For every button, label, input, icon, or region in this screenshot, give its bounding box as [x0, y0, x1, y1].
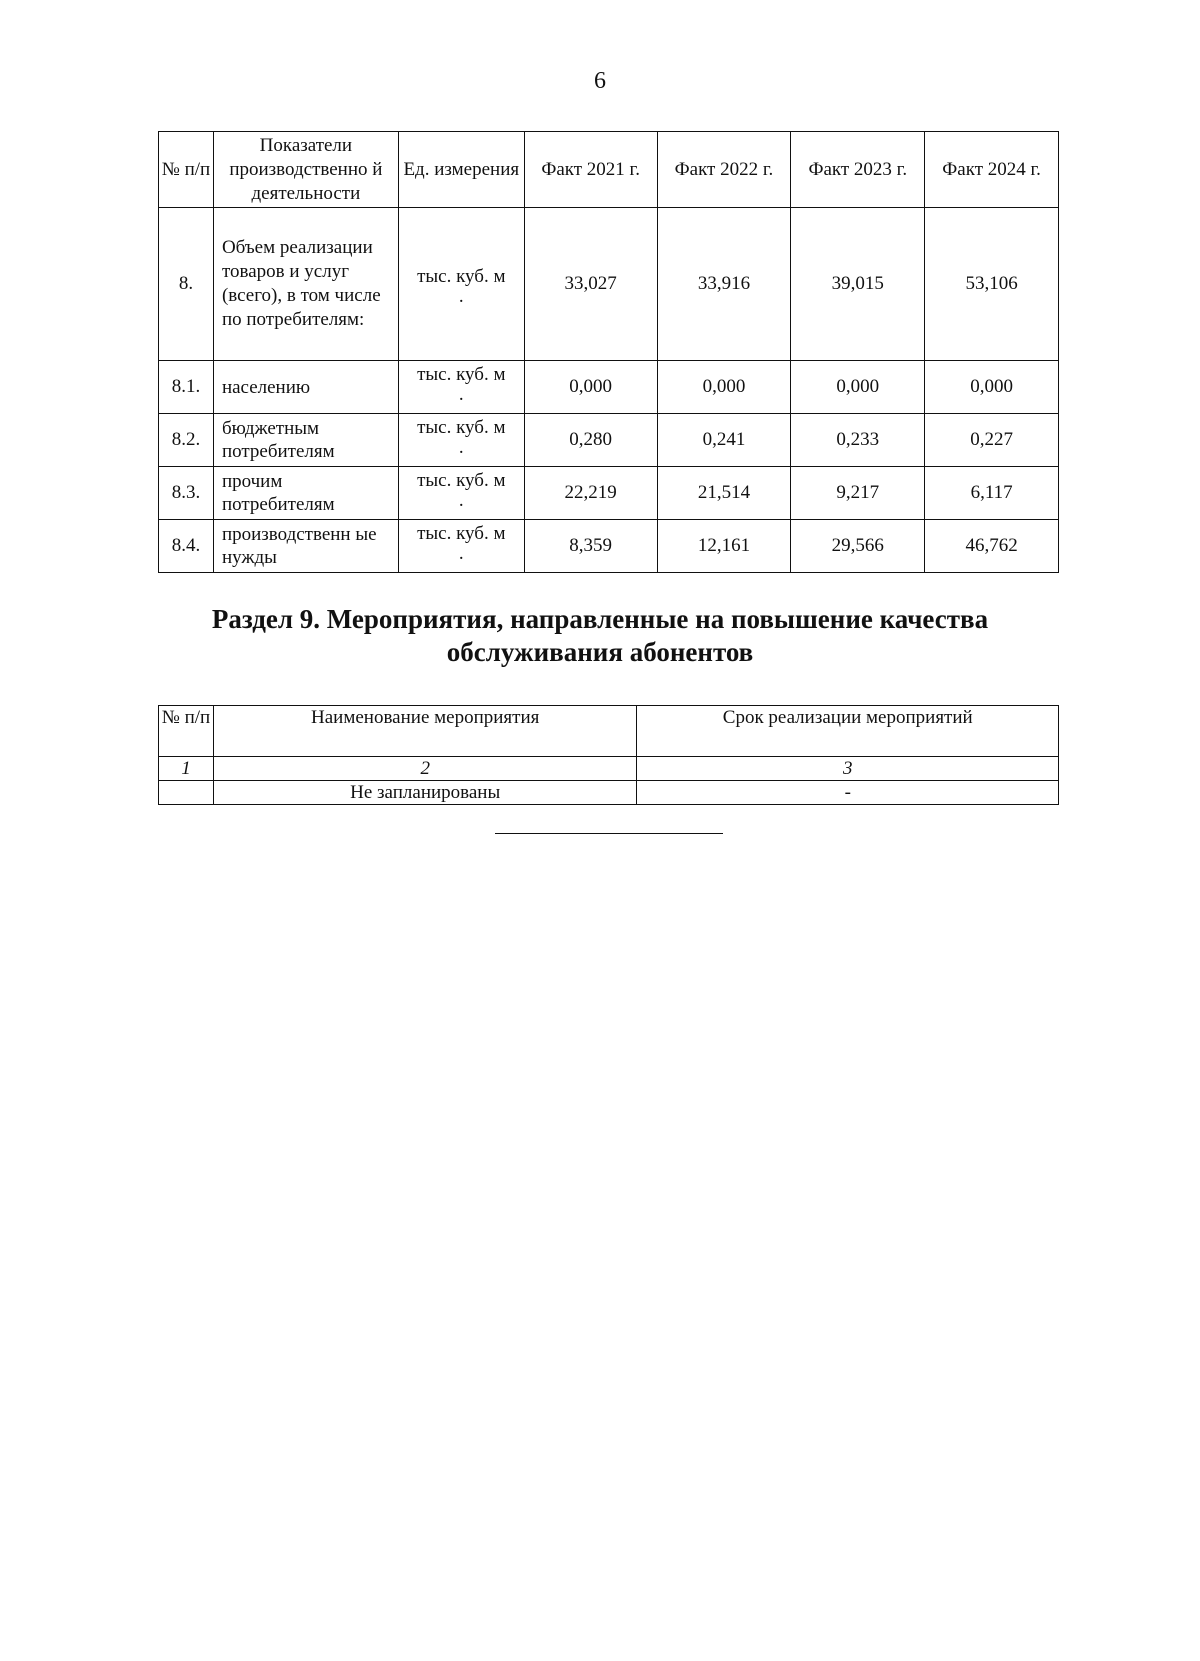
value-2024: 0,000 [925, 361, 1059, 414]
unit-text: тыс. куб. м [417, 470, 506, 491]
value-2023: 39,015 [791, 208, 925, 361]
section-title-line-2: обслуживания абонентов [446, 637, 754, 667]
table-row [159, 781, 1059, 805]
value-2023: 0,000 [791, 361, 925, 414]
header-event-name: Наименование мероприятия [213, 706, 637, 757]
row-num: 8.3. [159, 467, 214, 520]
header-deadline: Срок реализации мероприятий [637, 706, 1059, 757]
value-2021: 33,027 [524, 208, 657, 361]
row-unit [398, 414, 524, 467]
row-num: 8.2. [159, 414, 214, 467]
section-title [0, 603, 1200, 669]
unit-dot: . [458, 437, 464, 458]
table-row [159, 467, 1059, 520]
value-2022: 33,916 [657, 208, 791, 361]
value-2022: 12,161 [657, 520, 791, 573]
column-index: 3 [637, 757, 1059, 781]
row-unit [398, 467, 524, 520]
row-unit [398, 520, 524, 573]
unit-dot: . [458, 543, 464, 564]
table-row [159, 208, 1059, 361]
unit-text: тыс. куб. м [417, 266, 506, 287]
unit-text: тыс. куб. м [417, 523, 506, 544]
header-num: № п/п [159, 706, 214, 757]
value-2024: 6,117 [925, 467, 1059, 520]
unit-text: тыс. куб. м [417, 417, 506, 438]
events-table [158, 705, 1059, 805]
row-num: 8. [159, 208, 214, 361]
column-index-row [159, 757, 1059, 781]
header-year-2023: Факт 2023 г. [791, 132, 925, 208]
column-index: 1 [159, 757, 214, 781]
table-header-row [159, 706, 1059, 757]
unit-dot: . [458, 384, 464, 405]
end-divider [495, 833, 723, 834]
value-2023: 29,566 [791, 520, 925, 573]
table-row [159, 520, 1059, 573]
value-2021: 22,219 [524, 467, 657, 520]
value-2022: 0,241 [657, 414, 791, 467]
header-year-2022: Факт 2022 г. [657, 132, 791, 208]
performance-table [158, 131, 1059, 573]
column-index: 2 [213, 757, 637, 781]
row-unit [398, 361, 524, 414]
table-header-row [159, 132, 1059, 208]
value-2023: 9,217 [791, 467, 925, 520]
row-indicator: бюджетным потребителям [213, 414, 398, 467]
table-row [159, 414, 1059, 467]
value-2021: 0,000 [524, 361, 657, 414]
header-year-2024: Факт 2024 г. [925, 132, 1059, 208]
value-2024: 0,227 [925, 414, 1059, 467]
header-unit: Ед. измерения [398, 132, 524, 208]
header-num: № п/п [159, 132, 214, 208]
row-deadline: - [637, 781, 1059, 805]
value-2021: 0,280 [524, 414, 657, 467]
row-event-name: Не запланированы [213, 781, 637, 805]
value-2024: 53,106 [925, 208, 1059, 361]
row-num: 8.4. [159, 520, 214, 573]
row-indicator: Объем реализации товаров и услуг (всего), в том числе по потребителям: [213, 208, 398, 361]
page-number: 6 [594, 68, 606, 94]
row-num: 8.1. [159, 361, 214, 414]
section-title-line-1: Раздел 9. Мероприятия, направленные на повышение качества [211, 604, 989, 634]
unit-dot: . [458, 286, 464, 307]
unit-text: тыс. куб. м [417, 364, 506, 385]
value-2022: 0,000 [657, 361, 791, 414]
value-2021: 8,359 [524, 520, 657, 573]
header-indicator: Показатели производственно й деятельности [213, 132, 398, 208]
value-2024: 46,762 [925, 520, 1059, 573]
row-num [159, 781, 214, 805]
row-indicator: прочим потребителям [213, 467, 398, 520]
value-2022: 21,514 [657, 467, 791, 520]
row-indicator: производственн ые нужды [213, 520, 398, 573]
unit-dot: . [458, 490, 464, 511]
table-row [159, 361, 1059, 414]
value-2023: 0,233 [791, 414, 925, 467]
row-unit [398, 208, 524, 361]
header-year-2021: Факт 2021 г. [524, 132, 657, 208]
row-indicator: населению [213, 361, 398, 414]
